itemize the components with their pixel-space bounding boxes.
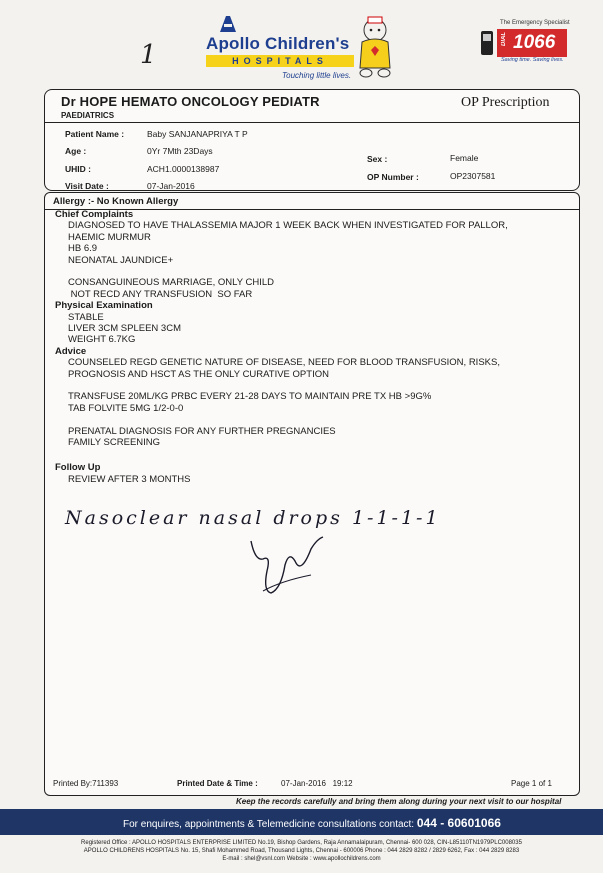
mobile-phone-icon <box>480 30 494 56</box>
patient-name-label: Patient Name : <box>65 129 125 139</box>
chief-complaints-lines <box>55 220 570 300</box>
list-item: PRENATAL DIAGNOSIS FOR ANY FURTHER PREGNANCIES <box>68 425 336 437</box>
contact-phone: 044 - 60601066 <box>416 816 501 830</box>
patient-name-value: Baby SANJANAPRIYA T P <box>147 129 248 139</box>
reg-line-3: E-mail : shel@vsnl.com Website : www.apollochildrens.com <box>222 856 381 862</box>
dial-box <box>497 29 567 57</box>
sex-value: Female <box>450 153 479 163</box>
uhid-value: ACH1.0000138987 <box>147 164 220 174</box>
visit-date-label: Visit Date : <box>65 181 109 191</box>
op-number-value: OP2307581 <box>450 171 496 181</box>
handwritten-prescription: Nasoclear nasal drops 1-1-1-1 <box>65 507 441 529</box>
department: PAEDIATRICS <box>61 111 115 120</box>
advice-lines <box>55 357 570 448</box>
logo-sub: HOSPITALS <box>206 55 354 67</box>
dial-bottom-text: Saving time. Saving lives. <box>501 57 564 63</box>
list-item <box>68 380 570 391</box>
list-item: NEONATAL JAUNDICE+ <box>68 254 174 266</box>
op-number-label: OP Number : <box>367 172 419 182</box>
dial-number: 1066 <box>513 32 556 53</box>
dial-top-text: The Emergency Specialist <box>500 20 570 26</box>
list-item: TAB FOLVITE 5MG 1/2-0-0 <box>68 402 184 414</box>
op-prescription-title: OP Prescription <box>461 95 550 110</box>
emergency-dial <box>480 20 580 68</box>
list-item: STABLE <box>68 311 104 323</box>
physical-exam-heading: Physical Examination <box>55 300 153 312</box>
allergy-line: Allergy :- No Known Allergy <box>53 196 179 207</box>
list-item: DIAGNOSED TO HAVE THALASSEMIA MAJOR 1 WEEK BACK WHEN INVESTIGATED FOR PALLOR, <box>68 220 508 232</box>
logo-tagline: Touching little lives. <box>282 71 352 80</box>
registered-office <box>0 839 603 863</box>
list-item: WEIGHT 6.7KG <box>68 334 136 346</box>
list-item: REVIEW AFTER 3 MONTHS <box>68 473 191 485</box>
list-item <box>68 266 570 277</box>
apollo-mark-icon <box>218 14 238 34</box>
doctor-signature <box>241 531 331 601</box>
age-label: Age : <box>65 146 87 156</box>
list-item: COUNSELED REGD GENETIC NATURE OF DISEASE, NEED FOR BLOOD TRANSFUSION, RISKS, <box>68 357 500 369</box>
printed-date-label: Printed Date & Time : <box>177 779 258 788</box>
notes-body <box>55 209 570 485</box>
physical-exam-lines <box>55 312 570 346</box>
apollo-logo <box>206 14 396 84</box>
list-item: CONSANGUINEOUS MARRIAGE, ONLY CHILD <box>68 277 275 289</box>
keep-records-note: Keep the records carefully and bring them along during your next visit to our hospital <box>236 797 562 806</box>
chief-complaints-heading: Chief Complaints <box>55 209 134 220</box>
age-value: 0Yr 7Mth 23Days <box>147 146 213 156</box>
list-item <box>68 414 570 425</box>
page-number-mark: 1 <box>140 40 157 70</box>
list-item: TRANSFUSE 20ML/KG PRBC EVERY 21-28 DAYS TO MAINTAIN PRE TX HB >9G% <box>68 391 432 403</box>
uhid-label: UHID : <box>65 164 91 174</box>
logo-name: Apollo Children's <box>206 34 350 53</box>
list-item: HB 6.9 <box>68 243 98 255</box>
header-divider <box>45 122 579 123</box>
clinical-notes <box>44 192 580 796</box>
printed-by: Printed By:711393 <box>53 779 119 788</box>
visit-date-value: 07-Jan-2016 <box>147 181 195 191</box>
doctor-name: Dr HOPE HEMATO ONCOLOGY PEDIATR <box>61 94 320 109</box>
list-item: HAEMIC MURMUR <box>68 231 151 243</box>
teddy-bear-icon <box>354 16 396 78</box>
enquiries-text: For enquires, appointments & Telemedicine consultations contact: <box>123 819 415 830</box>
list-item: NOT RECD ANY TRANSFUSION SO FAR <box>68 288 253 300</box>
page-indicator: Page 1 of 1 <box>511 779 552 788</box>
dial-label: DIAL <box>501 32 507 46</box>
prescription-header <box>44 89 580 191</box>
reg-line-2: APOLLO CHILDRENS HOSPITALS No. 15, Shafi Mohammed Road, Thousand Lights, Chennai - 600006 Phone : 044 2829 8282 / 2829 6262, Fax : 044 2829 8283 <box>83 848 520 854</box>
follow-up-lines <box>55 474 570 485</box>
follow-up-heading: Follow Up <box>55 462 101 474</box>
list-item: FAMILY SCREENING <box>68 437 161 449</box>
printed-date-value: 07-Jan-2016 19:12 <box>281 779 353 788</box>
list-item: LIVER 3CM SPLEEN 3CM <box>68 323 181 335</box>
contact-text <box>123 816 501 830</box>
advice-heading: Advice <box>55 345 87 357</box>
sex-label: Sex : <box>367 154 388 164</box>
contact-bar <box>0 809 603 835</box>
list-item: PROGNOSIS AND HSCT AS THE ONLY CURATIVE OPTION <box>68 368 329 380</box>
reg-line-1: Registered Office : APOLLO HOSPITALS ENTERPRISE LIMITED No.19, Bishop Gardens, Raja Annamalaipuram, Chennai- 600 028, CIN-L85110TN1979PLC008035 <box>81 840 522 846</box>
